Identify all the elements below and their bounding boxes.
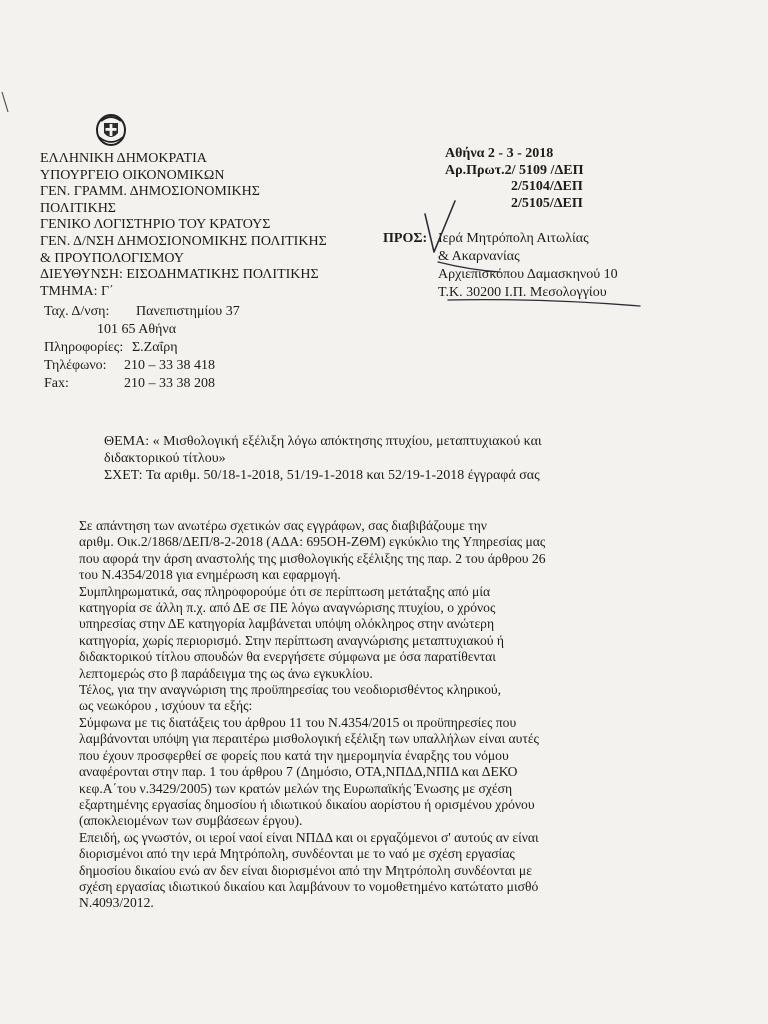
- phone-label: Τηλέφωνο:: [44, 358, 107, 373]
- header-line: & ΠΡΟΥΠΟΛΟΓΙΣΜΟΥ: [40, 250, 184, 266]
- subject-line: ΘΕΜΑ: « Μισθολογική εξέλιξη λόγω απόκτησης πτυχίου, μεταπτυχιακού και: [104, 434, 542, 449]
- address-label: Ταχ. Δ/νση:: [44, 304, 110, 319]
- body-line: που έχουν προσφερθεί σε φορείς που κατά την ημερομηνία έναρξης του νόμου: [79, 747, 509, 763]
- body-line: κατηγορία, χωρίς περιορισμό. Στην περίπτωση αναγνώρισης μεταπτυχιακού ή: [79, 632, 505, 648]
- header-line: ΠΟΛΙΤΙΚΗΣ: [40, 200, 116, 216]
- greek-coat-of-arms-icon: [93, 111, 129, 147]
- fax-row: [44, 375, 240, 393]
- header-line: ΤΜΗΜΑ: Γ΄: [40, 283, 114, 299]
- paragraph-3: [79, 682, 659, 830]
- header-line: ΔΙΕΥΘΥΝΣΗ: ΕΙΣΟΔΗΜΑΤΙΚΗΣ ΠΟΛΙΤΙΚΗΣ: [40, 267, 319, 283]
- sender-header: [40, 151, 327, 300]
- body-line: ως νεωκόρου , ισχύουν τα εξής:: [79, 698, 253, 714]
- body-line: του Ν.4354/2018 για ενημέρωση και εφαρμογή.: [79, 567, 341, 583]
- body-line: Τέλος, για την αναγνώριση της προϋπηρεσίας του νεοδιορισθέντος κληρικού,: [79, 682, 502, 698]
- body-line: κεφ.Α΄του ν.3429/2005) των κρατών μελών της Ευρωπαϊκής Ένωσης με σχέση: [79, 780, 513, 796]
- phone-row: [44, 357, 240, 375]
- body-line: Συμπληρωματικά, σας πληροφορούμε ότι σε περίπτωση μετάταξης από μία: [79, 583, 491, 599]
- body-line: κατηγορία σε άλλη π.χ. από ΔΕ σε ΠΕ λόγω αναγνώρισης πτυχίου, ο χρόνος: [79, 600, 496, 616]
- recipient-label: ΠΡΟΣ:: [383, 231, 428, 246]
- phone-value: 210 – 33 38 418: [124, 358, 215, 373]
- body-line: Σε απάντηση των ανωτέρω σχετικών σας εγγράφων, σας διαβιβάζουμε την: [79, 518, 487, 533]
- body-line: δημοσίου δικαίου ενώ αν δεν είναι διορισμένοι από την Μητρόπολη συνδέονται με: [79, 862, 532, 878]
- body-line: Επειδή, ως γνωστόν, οι ιεροί ναοί είναι ΝΠΔΔ και οι εργαζόμενοι σ' αυτούς αν είναι: [79, 829, 539, 845]
- body-line: (αποκλειομένων των συμβάσεων έργου).: [79, 813, 303, 829]
- subject-block: [104, 433, 664, 484]
- info-row: [44, 339, 240, 357]
- paragraph-1: [79, 518, 659, 584]
- address-line2: 101 65 Αθήνα: [97, 322, 177, 337]
- scan-edge-mark: [2, 92, 8, 112]
- body-line: διδακτορικού τίτλου σπουδών θα ενεργήσετε σύμφωνα με όσα παρατίθενται: [79, 649, 496, 665]
- protocol-number: 2/5105/ΔΕΠ: [511, 195, 583, 211]
- body-line: αριθμ. Οικ.2/1868/ΔΕΠ/8-2-2018 (ΑΔΑ: 695ΟΗ-ΖΘΜ) εγκύκλιο της Υπηρεσίας μας: [79, 534, 546, 550]
- letter-body: [79, 518, 659, 912]
- body-line: υπηρεσίας στην ΔΕ κατηγορία λαμβάνεται υπόψη ολόκληρος στην ανώτερη: [79, 616, 495, 632]
- body-line: εξαρτημένης εργασίας δημοσίου ή ιδιωτικού δικαίου αορίστου ή ορισμένου χρόνου: [79, 796, 535, 812]
- recipient-line: & Ακαρνανίας: [438, 249, 520, 264]
- body-line: που αφορά την άρση αναστολής της μισθολογικής εξέλιξης της παρ. 2 του άρθρου 26: [79, 550, 546, 566]
- header-line: ΓΕΝ. ΓΡΑΜΜ. ΔΗΜΟΣΙΟΝΟΜΙΚΗΣ: [40, 184, 260, 200]
- recipient-line: Αρχιεπισκόπου Δαμασκηνού 10: [438, 267, 618, 282]
- header-line: ΓΕΝ. Δ/ΝΣΗ ΔΗΜΟΣΙΟΝΟΜΙΚΗΣ ΠΟΛΙΤΙΚΗΣ: [40, 233, 327, 249]
- subject-line: διδακτορικού τίτλου»: [104, 451, 226, 466]
- recipient-line: Τ.Κ. 30200 Ι.Π. Μεσολογγίου: [438, 285, 607, 300]
- fax-value: 210 – 33 38 208: [124, 376, 215, 391]
- protocol-number: Αρ.Πρωτ.2/ 5109 /ΔΕΠ: [445, 162, 584, 178]
- body-line: σχέση εργασίας ιδιωτικού δικαίου και λαμβάνουν το νομοθετημένο κατώτατο μισθό: [79, 878, 539, 894]
- body-line: Σύμφωνα με τις διατάξεις του άρθρου 11 του Ν.4354/2015 οι προϋπηρεσίες που: [79, 714, 517, 730]
- fax-label: Fax:: [44, 376, 69, 391]
- info-label: Πληροφορίες:: [44, 340, 124, 355]
- info-value: Σ.Ζαΐρη: [132, 340, 178, 355]
- body-line: λαμβάνονται υπόψη για περαιτέρω μισθολογική εξέλιξη των υπαλλήλων είναι αυτές: [79, 731, 539, 747]
- date-reference-block: [445, 146, 583, 212]
- contact-block: [44, 303, 240, 393]
- reference-line: ΣΧΕΤ: Τα αριθμ. 50/18-1-2018, 51/19-1-2018 και 52/19-1-2018 έγγραφά σας: [104, 468, 540, 483]
- address-line1: Πανεπιστημίου 37: [136, 304, 240, 319]
- address-row: [44, 303, 240, 321]
- date-line: Αθήνα 2 - 3 - 2018: [445, 146, 554, 161]
- body-line: αναφέρονται στην παρ. 1 του άρθρου 7 (Δημόσιο, ΟΤΑ,ΝΠΔΔ,ΝΠΙΔ και ΔΕΚΟ: [79, 764, 518, 780]
- protocol-number: 2/5104/ΔΕΠ: [511, 179, 583, 194]
- recipient-line: Ιερά Μητρόπολη Αιτωλίας: [438, 231, 589, 246]
- header-line: ΥΠΟΥΡΓΕΙΟ ΟΙΚΟΝΟΜΙΚΩΝ: [40, 167, 225, 183]
- paragraph-2: [79, 584, 659, 682]
- header-line: ΕΛΛΗΝΙΚΗ ΔΗΜΟΚΡΑΤΙΑ: [40, 151, 207, 166]
- body-line: λεπτομερώς στο β παράδειγμα της ως άνω εγκυκλίου.: [79, 665, 373, 681]
- paragraph-4: [79, 830, 659, 912]
- body-line: Ν.4093/2012.: [79, 895, 154, 911]
- body-line: διορισμένοι από την ιερά Μητρόπολη, συνδέονται με το ναό με σχέση εργασίας: [79, 846, 515, 862]
- header-line: ΓΕΝΙΚΟ ΛΟΓΙΣΤΗΡΙΟ ΤΟΥ ΚΡΑΤΟΥΣ: [40, 217, 271, 233]
